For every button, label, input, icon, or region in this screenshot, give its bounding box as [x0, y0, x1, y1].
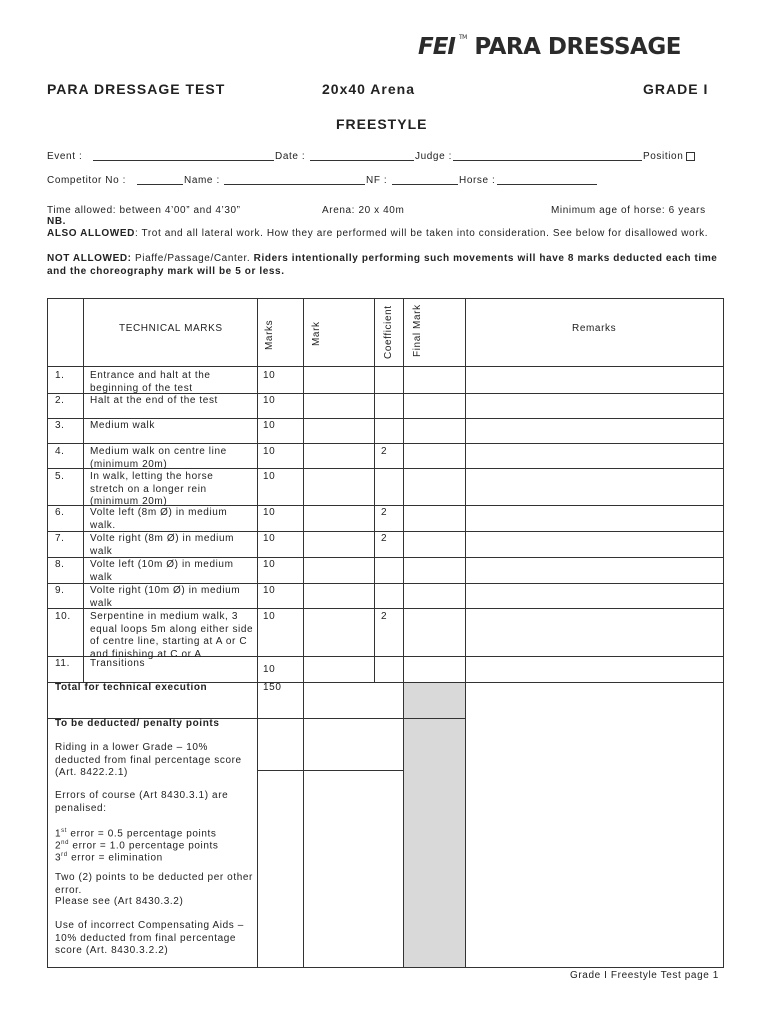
movement-text: Halt at the end of the test: [90, 395, 218, 406]
final-mark-header: Final Mark: [412, 304, 423, 357]
max-marks: 10: [263, 370, 276, 381]
coefficient-header: Coefficient: [383, 305, 394, 359]
final-mark-shade-total: [403, 682, 465, 718]
coefficient: 2: [381, 611, 388, 622]
row-number: 9.: [55, 585, 65, 596]
test-title: PARA DRESSAGE TEST: [47, 81, 226, 97]
page-footer: Grade I Freestyle Test page 1: [570, 970, 719, 981]
event-field[interactable]: [93, 160, 274, 161]
judge-label: Judge :: [415, 151, 453, 162]
row-number: 2.: [55, 395, 65, 406]
mark-header: Mark: [311, 321, 322, 346]
movement-text: Transitions: [90, 658, 146, 669]
arena-size: Arena: 20 x 40m: [322, 205, 405, 216]
row-number: 8.: [55, 559, 65, 570]
judge-field[interactable]: [453, 160, 642, 161]
penalty-title: To be deducted/ penalty points: [55, 718, 220, 729]
date-field[interactable]: [310, 160, 414, 161]
max-marks: 10: [263, 395, 276, 406]
technical-marks-header: TECHNICAL MARKS: [119, 323, 223, 334]
movement-text: Volte right (8m Ø) in medium walk: [90, 533, 235, 557]
logo-name: PARA DRESSAGE: [474, 34, 681, 60]
position-checkbox[interactable]: [686, 152, 695, 161]
technical-marks-table: [47, 298, 724, 968]
horse-label: Horse :: [459, 175, 496, 186]
coefficient: 2: [381, 446, 388, 457]
name-field[interactable]: [224, 184, 365, 185]
max-marks: 10: [263, 559, 276, 570]
movement-text: Serpentine in medium walk, 3 equal loops 5m along either side of centre line, starting at A or C and finishing at C or A: [90, 611, 254, 660]
final-mark-shade-penalty: [403, 718, 465, 968]
movement-text: Medium walk: [90, 420, 155, 431]
competitor-label: Competitor No :: [47, 175, 127, 186]
row-number: 7.: [55, 533, 65, 544]
not-allowed-note: NOT ALLOWED: Piaffe/Passage/Canter. Riders intentionally performing such movements will have 8 marks deducted each time and the choreography mark will be 5 or less.: [47, 253, 718, 277]
total-value: 150: [263, 682, 282, 693]
max-marks: 10: [263, 533, 276, 544]
penalty-compensating-aids: Use of incorrect Compensating Aids – 10% deducted from final percentage score (Art. 8430.3.2.2): [55, 920, 244, 956]
max-marks: 10: [263, 507, 276, 518]
row-number: 5.: [55, 471, 65, 482]
remarks-header: Remarks: [572, 323, 617, 334]
row-number: 1.: [55, 370, 65, 381]
marks-header: Marks: [264, 319, 275, 350]
movement-text: Volte right (10m Ø) in medium walk: [90, 585, 241, 609]
movement-text: Volte left (8m Ø) in medium walk.: [90, 507, 228, 531]
grade-title: GRADE I: [643, 81, 709, 97]
event-label: Event :: [47, 151, 83, 162]
nf-field[interactable]: [392, 184, 458, 185]
penalty-other-errors: Two (2) points to be deducted per other error.: [55, 872, 253, 896]
fei-para-dressage-logo: [418, 34, 681, 60]
max-marks: 10: [263, 471, 276, 482]
minimum-age: Minimum age of horse: 6 years: [551, 205, 706, 216]
freestyle-subtitle: FREESTYLE: [336, 116, 428, 132]
third-error: 3rd error = elimination: [55, 852, 163, 864]
penalty-article: Please see (Art 8430.3.2): [55, 896, 184, 907]
movement-text: In walk, letting the horse stretch on a longer rein (minimum 20m): [90, 471, 214, 507]
movement-text: Entrance and halt at the beginning of the test: [90, 370, 211, 394]
row-number: 3.: [55, 420, 65, 431]
nb-note: NB.: [47, 216, 67, 227]
max-marks: 10: [263, 585, 276, 596]
row-number: 11.: [55, 658, 70, 669]
movement-text: Medium walk on centre line (minimum 20m): [90, 446, 227, 470]
name-label: Name :: [184, 175, 220, 186]
max-marks: 10: [263, 420, 276, 431]
time-allowed: Time allowed: between 4’00” and 4’30”: [47, 205, 241, 216]
position-label: Position: [643, 151, 695, 162]
nf-label: NF :: [366, 175, 388, 186]
fei-logo-text: FEI: [418, 34, 455, 60]
total-label: Total for technical execution: [55, 682, 208, 693]
row-number: 10.: [55, 611, 71, 622]
also-allowed-note: ALSO ALLOWED: Trot and all lateral work. How they are performed will be taken into consideration. See below for disallowed work.: [47, 228, 709, 239]
horse-field[interactable]: [497, 184, 597, 185]
second-error: 2nd error = 1.0 percentage points: [55, 840, 219, 852]
date-label: Date :: [275, 151, 306, 162]
max-marks: 10: [263, 611, 276, 622]
arena-title: 20x40 Arena: [322, 81, 415, 97]
movement-text: Volte left (10m Ø) in medium walk: [90, 559, 234, 583]
penalty-lower-grade: Riding in a lower Grade – 10% deducted from final percentage score (Art. 8422.2.1): [55, 742, 242, 778]
max-marks: 10: [263, 664, 276, 675]
penalty-errors-of-course: Errors of course (Art 8430.3.1) are penalised:: [55, 790, 229, 814]
first-error: 1st error = 0.5 percentage points: [55, 828, 217, 840]
coefficient: 2: [381, 533, 388, 544]
row-number: 6.: [55, 507, 65, 518]
max-marks: 10: [263, 446, 276, 457]
coefficient: 2: [381, 507, 388, 518]
trademark: TM: [458, 34, 467, 41]
competitor-field[interactable]: [137, 184, 183, 185]
row-number: 4.: [55, 446, 65, 457]
